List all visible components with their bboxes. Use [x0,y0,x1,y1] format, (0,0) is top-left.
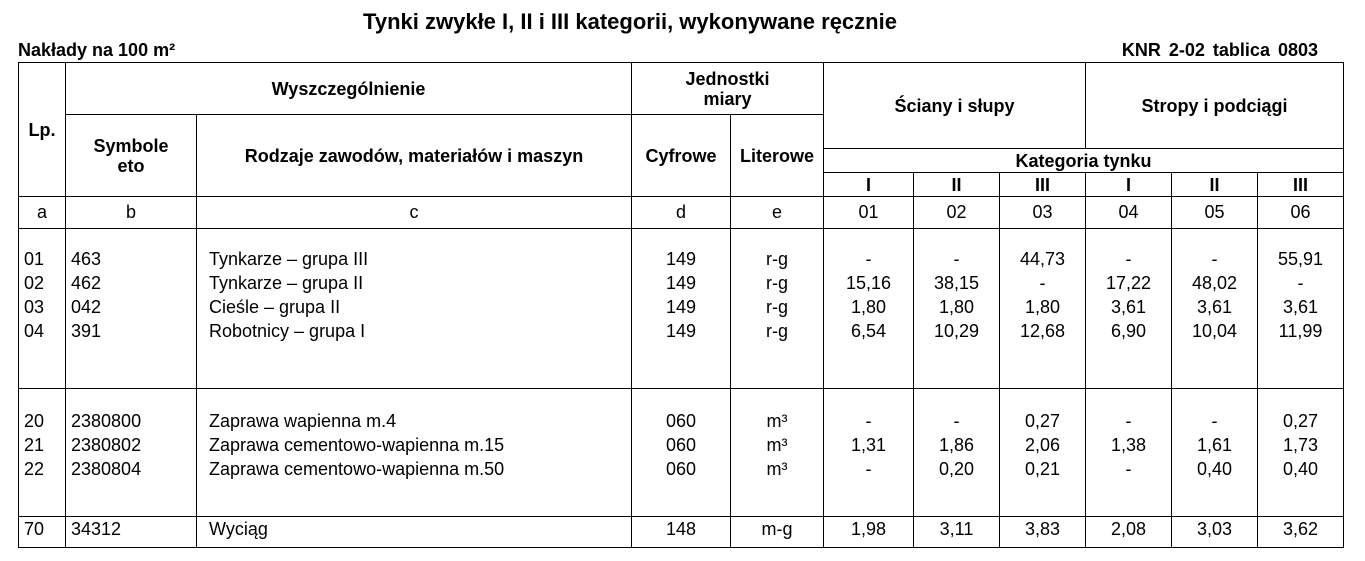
column-code-06: 06 [1258,197,1344,229]
cell-name [197,389,632,517]
cell-unit-code-line: 060 [665,435,697,455]
cell-value-6 [1258,517,1344,548]
column-code-a: a [19,197,66,229]
cell-symbol-line: 2380800 [71,411,142,431]
cell-value-1-line: 1,80 [850,297,887,317]
table-row-group [19,229,1344,389]
header-kategoria-1: I [824,173,914,197]
cell-value-5-line: 10,04 [1192,321,1238,341]
header-wyszczegolnienie: Wyszczególnienie [66,63,632,115]
header-rodzaje-label: Rodzaje zawodów, materiałów i maszyn [244,145,584,166]
cell-unit-letter-line: r-g [766,249,788,269]
cell-value-2-line: - [953,411,960,431]
cell-value-5-line: 0,40 [1197,459,1233,479]
cell-symbol-line: 2380804 [71,459,142,479]
cell-value-2-line: 0,20 [938,459,975,479]
header-stropy: Stropy i podciągi [1086,63,1344,149]
cell-symbol-line: 2380802 [71,435,142,455]
header-rodzaje [197,115,632,197]
cell-value-6 [1258,229,1344,389]
cell-unit-code [632,517,731,548]
cell-name-line: Wyciąg [209,519,268,539]
column-code-05: 05 [1172,197,1258,229]
cell-value-3-line: 1,80 [1024,297,1061,317]
cell-value-6-line: 3,62 [1283,519,1319,539]
cell-unit-code-line: 148 [665,519,697,539]
cell-name-line: Zaprawa cementowo-wapienna m.15 [209,435,505,455]
cell-unit-code-line: 149 [665,321,697,341]
cell-value-6-line: - [1297,273,1304,293]
cell-value-6-line: 11,99 [1278,321,1323,341]
cell-value-6-line: 0,40 [1283,459,1319,479]
column-code-03: 03 [1000,197,1086,229]
cell-lp-line: 03 [24,297,45,317]
cell-value-5-line: - [1211,411,1218,431]
cell-lp [19,389,66,517]
cell-lp-line: 04 [24,321,45,341]
header-jednostki [632,63,824,115]
cell-value-2-line: - [953,249,960,269]
cell-value-4 [1086,517,1172,548]
cell-value-3-line: 44,73 [1019,249,1066,269]
cell-value-5-line: - [1211,249,1218,269]
header-sciany: Ściany i słupy [824,63,1086,149]
page-title: Tynki zwykłe I, II i III kategorii, wykonywane ręcznie [363,9,897,34]
cell-unit-letter-line: r-g [766,273,788,293]
cell-value-6 [1258,389,1344,517]
cell-value-2-line: 1,86 [938,435,975,455]
cell-value-3-line: 3,83 [1024,519,1061,539]
header-kategoria: Kategoria tynku [824,149,1344,173]
cell-value-2 [914,229,1000,389]
cell-unit-letter-line: r-g [766,297,788,317]
cell-value-1 [824,229,914,389]
knr-table [18,62,1344,548]
cell-unit-code-line: 149 [665,273,697,293]
column-code-02: 02 [914,197,1000,229]
header-symbole [66,115,197,197]
cell-symbol [66,517,197,548]
cell-value-1 [824,517,914,548]
cell-value-3 [1000,389,1086,517]
cell-value-4-line: - [1125,411,1132,431]
cell-value-6-line: 55,91 [1278,249,1324,269]
cell-value-4-line: - [1125,249,1132,269]
cell-lp-line: 02 [24,273,45,293]
column-code-04: 04 [1086,197,1172,229]
cell-unit-letter-line: m³ [766,411,788,431]
cell-value-1 [824,389,914,517]
cell-unit-letter [731,389,824,517]
cell-name-line: Robotnicy – grupa I [209,321,366,341]
cell-value-4 [1086,389,1172,517]
cell-unit-code-line: 060 [665,411,697,431]
header-lp: Lp. [19,63,66,197]
cell-symbol-line: 34312 [71,519,122,539]
cell-value-5-line: 3,03 [1197,519,1233,539]
column-code-e: e [731,197,824,229]
cell-value-2 [914,389,1000,517]
cell-unit-letter-line: m³ [766,435,788,455]
header-jednostki-label: Jednostki miary [685,68,770,109]
cell-value-5-line: 48,02 [1192,273,1238,293]
cell-value-4-line: 2,08 [1111,519,1147,539]
cell-value-6-line: 1,73 [1283,435,1319,455]
cell-value-3-line: 12,68 [1019,321,1066,341]
cell-value-2-line: 38,15 [933,273,980,293]
cell-unit-code-line: 060 [665,459,697,479]
cell-unit-code [632,389,731,517]
norm-basis-label: Nakłady na 100 m² [18,40,176,60]
cell-value-6-line: 0,27 [1283,411,1319,431]
column-code-d: d [632,197,731,229]
column-code-01: 01 [824,197,914,229]
cell-symbol-line: 462 [71,273,102,293]
cell-value-4-line: - [1125,459,1132,479]
cell-lp-line: 21 [24,435,45,455]
cell-name [197,229,632,389]
cell-unit-code-line: 149 [665,249,697,269]
cell-value-5 [1172,517,1258,548]
cell-name-line: Zaprawa cementowo-wapienna m.50 [209,459,505,479]
cell-value-5 [1172,389,1258,517]
cell-unit-letter [731,517,824,548]
catalog-reference: KNR 2-02 tablica 0803 [1121,40,1318,60]
cell-value-3 [1000,517,1086,548]
cell-value-1-line: - [865,459,872,479]
cell-name-line: Zaprawa wapienna m.4 [209,411,397,431]
cell-unit-letter [731,229,824,389]
cell-unit-letter-line: m-g [761,519,793,539]
cell-value-4 [1086,229,1172,389]
cell-value-2 [914,517,1000,548]
cell-value-2-line: 10,29 [933,321,980,341]
cell-value-1-line: - [865,411,872,431]
cell-value-3-line: 0,21 [1024,459,1061,479]
column-code-c: c [197,197,632,229]
cell-lp [19,229,66,389]
header-kategoria-5: II [1172,173,1258,197]
cell-symbol [66,389,197,517]
cell-name-line: Tynkarze – grupa III [209,249,369,269]
header-symbole-label: Symbole eto [93,135,169,176]
header-kategoria-6: III [1258,173,1344,197]
cell-lp-line: 20 [24,411,45,431]
cell-value-5-line: 1,61 [1197,435,1233,455]
cell-value-4-line: 3,61 [1111,297,1147,317]
cell-value-3-line: 2,06 [1024,435,1061,455]
cell-symbol-line: 042 [71,297,102,317]
header-cyfrowe: Cyfrowe [632,115,731,197]
cell-symbol-line: 463 [71,249,102,269]
cell-name-line: Tynkarze – grupa II [209,273,364,293]
cell-value-2-line: 1,80 [938,297,975,317]
cell-unit-letter-line: m³ [766,459,788,479]
cell-value-4-line: 17,22 [1106,273,1152,293]
cell-value-1-line: - [865,249,872,269]
cell-symbol [66,229,197,389]
cell-lp-line: 70 [24,519,45,539]
cell-value-3 [1000,229,1086,389]
cell-value-1-line: 15,16 [845,273,892,293]
table-row-group [19,517,1344,548]
cell-value-2-line: 3,11 [939,519,974,539]
cell-unit-letter-line: r-g [766,321,788,341]
header-kategoria-3: III [1000,173,1086,197]
cell-unit-code [632,229,731,389]
cell-symbol-line: 391 [71,321,102,341]
table-row-group [19,389,1344,517]
cell-value-4-line: 6,90 [1111,321,1147,341]
cell-value-1-line: 1,31 [850,435,887,455]
cell-value-1-line: 1,98 [850,519,887,539]
cell-unit-code-line: 149 [665,297,697,317]
cell-value-5 [1172,229,1258,389]
cell-value-4-line: 1,38 [1111,435,1147,455]
cell-value-1-line: 6,54 [850,321,887,341]
header-literowe: Literowe [731,115,824,197]
header-kategoria-2: II [914,173,1000,197]
header-kategoria-4: I [1086,173,1172,197]
cell-lp-line: 01 [24,249,45,269]
cell-value-3-line: - [1039,273,1046,293]
cell-value-5-line: 3,61 [1197,297,1233,317]
cell-value-3-line: 0,27 [1024,411,1061,431]
cell-name-line: Cieśle – grupa II [209,297,341,317]
cell-lp [19,517,66,548]
cell-lp-line: 22 [24,459,45,479]
cell-name [197,517,632,548]
cell-value-6-line: 3,61 [1283,297,1319,317]
column-code-b: b [66,197,197,229]
